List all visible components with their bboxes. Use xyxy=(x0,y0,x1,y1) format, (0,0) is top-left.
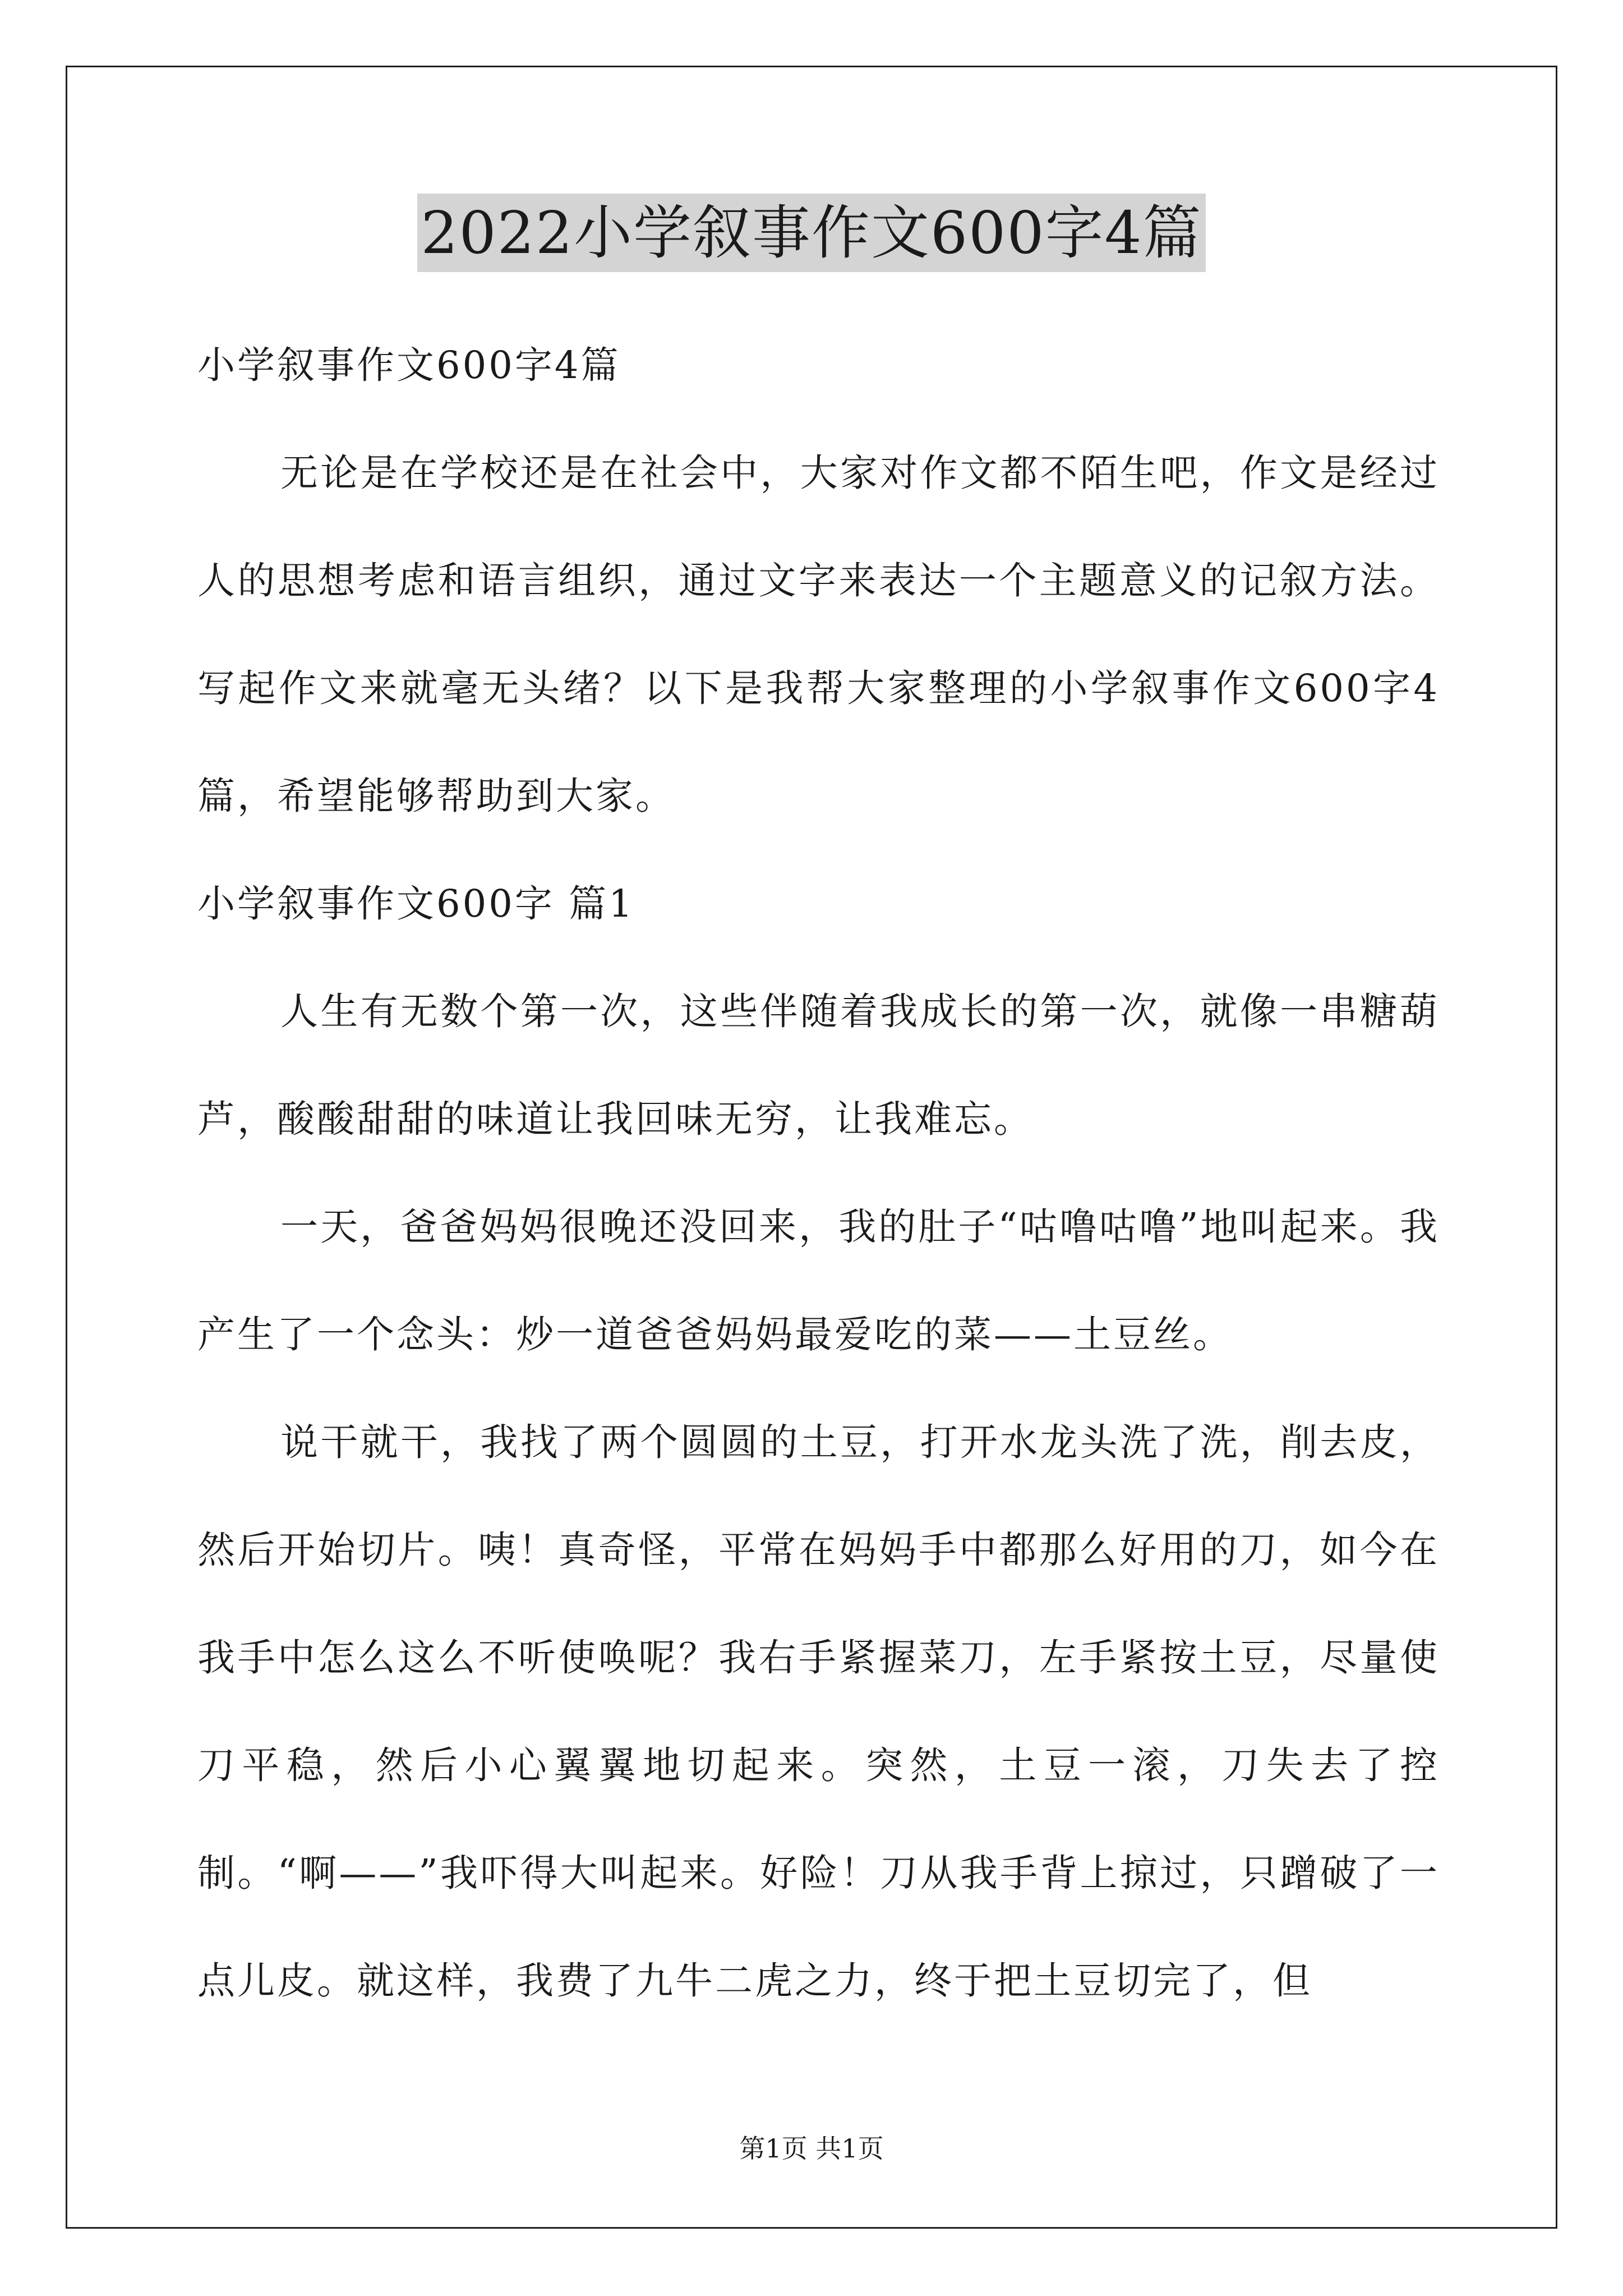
section-heading: 小学叙事作文600字 篇1 xyxy=(197,882,635,926)
body-paragraph: 一天，爸爸妈妈很晚还没回来，我的肚子“咕噜咕噜”地叫起来。我产生了一个念头：炒一道爸爸妈妈最爱吃的菜——土豆丝。 xyxy=(197,1205,1440,1356)
intro-paragraph: 无论是在学校还是在社会中，大家对作文都不陌生吧，作文是经过人的思想考虑和语言组织，通过文字来表达一个主题意义的记叙方法。写起作文来就毫无头绪？以下是我帮大家整理的小学叙事作文600字4篇，希望能够帮助到大家。 xyxy=(197,451,1440,818)
page-footer: 第1页 共1页 xyxy=(739,2133,884,2164)
subtitle-paragraph: 小学叙事作文600字4篇 xyxy=(197,343,621,387)
title-container xyxy=(0,194,1623,272)
body-paragraph: 说干就干，我找了两个圆圆的土豆，打开水龙头洗了洗，削去皮，然后开始切片。咦！真奇怪，平常在妈妈手中都那么好用的刀，如今在我手中怎么这么不听使唤呢？我右手紧握菜刀，左手紧按土豆，尽量使刀平稳，然后小心翼翼地切起来。突然，土豆一滚，刀失去了控制。“啊——”我吓得大叫起来。好险！刀从我手背上掠过，只蹭破了一点儿皮。就这样，我费了九牛二虎之力，终于把土豆切完了，但 xyxy=(197,1420,1440,2003)
document-title: 2022小学叙事作文600字4篇 xyxy=(417,194,1205,272)
body-paragraph: 人生有无数个第一次，这些伴随着我成长的第一次，就像一串糖葫芦，酸酸甜甜的味道让我回味无穷，让我难忘。 xyxy=(197,990,1440,1141)
document-body xyxy=(197,311,1440,2035)
